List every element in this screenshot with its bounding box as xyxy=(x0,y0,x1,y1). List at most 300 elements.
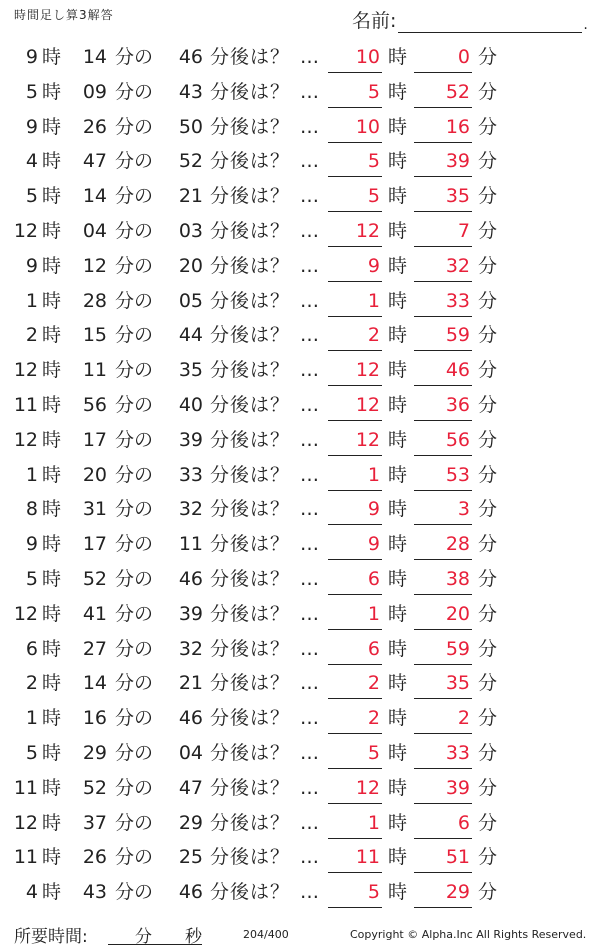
minute-of-label: 分の xyxy=(115,185,154,208)
answer-minute-label: 分 xyxy=(478,289,498,312)
problem-row xyxy=(0,492,600,527)
after-question-label: 分後は？ xyxy=(210,219,291,242)
problem-row xyxy=(0,771,600,806)
answer-hour-label: 時 xyxy=(388,463,408,486)
problem-row xyxy=(0,666,600,701)
hour-value: 5 xyxy=(25,567,38,590)
time-required-label: 所要時間: xyxy=(14,927,88,947)
minute-value: 14 xyxy=(82,672,107,695)
answer-minute[interactable]: 29 xyxy=(414,880,472,908)
add-minutes-value: 46 xyxy=(178,567,203,590)
answer-hour[interactable]: 5 xyxy=(328,149,382,177)
add-minutes-value: 11 xyxy=(178,533,203,556)
answer-hour[interactable]: 10 xyxy=(328,115,382,143)
after-question-label: 分後は？ xyxy=(210,359,291,382)
page-count: 204/400 xyxy=(243,928,289,941)
after-question-label: 分後は？ xyxy=(210,707,291,730)
hour-label: 時 xyxy=(42,185,62,208)
ellipsis: … xyxy=(300,707,319,730)
hour-label: 時 xyxy=(42,498,62,521)
hour-value: 1 xyxy=(25,289,38,312)
answer-minute[interactable]: 36 xyxy=(414,393,472,421)
minute-value: 20 xyxy=(82,463,107,486)
answer-hour-label: 時 xyxy=(388,707,408,730)
after-question-label: 分後は？ xyxy=(210,463,291,486)
after-question-label: 分後は？ xyxy=(210,324,291,347)
answer-minute-label: 分 xyxy=(478,672,498,695)
minute-of-label: 分の xyxy=(115,881,154,904)
add-minutes-value: 52 xyxy=(178,150,203,173)
ellipsis: … xyxy=(300,393,319,416)
hour-value: 9 xyxy=(25,533,38,556)
minute-value: 31 xyxy=(82,498,107,521)
after-question-label: 分後は？ xyxy=(210,498,291,521)
problem-row xyxy=(0,806,600,841)
hour-value: 2 xyxy=(25,324,38,347)
answer-hour[interactable]: 11 xyxy=(328,845,382,873)
problem-row xyxy=(0,318,600,353)
answer-minute-label: 分 xyxy=(478,46,498,68)
ellipsis: … xyxy=(300,150,319,173)
ellipsis: … xyxy=(300,498,319,521)
hour-label: 時 xyxy=(42,150,62,173)
add-minutes-value: 05 xyxy=(178,289,203,312)
answer-minute-label: 分 xyxy=(478,637,498,660)
add-minutes-value: 21 xyxy=(178,672,203,695)
minute-value: 28 xyxy=(82,289,107,312)
minute-of-label: 分の xyxy=(115,672,154,695)
after-question-label: 分後は？ xyxy=(210,776,291,799)
answer-minute[interactable]: 56 xyxy=(414,428,472,456)
minute-value: 43 xyxy=(82,881,107,904)
answer-hour-label: 時 xyxy=(388,46,408,68)
answer-minute[interactable]: 35 xyxy=(414,184,472,212)
minute-value: 56 xyxy=(82,393,107,416)
hour-value: 5 xyxy=(25,80,38,103)
minute-of-label: 分の xyxy=(115,741,154,764)
minute-value: 09 xyxy=(82,80,107,103)
add-minutes-value: 39 xyxy=(178,602,203,625)
minute-value: 26 xyxy=(82,115,107,138)
ellipsis: … xyxy=(300,881,319,904)
answer-hour-label: 時 xyxy=(388,602,408,625)
answer-minute[interactable]: 3 xyxy=(414,497,472,525)
add-minutes-value: 40 xyxy=(178,393,203,416)
ellipsis: … xyxy=(300,428,319,451)
answer-hour[interactable]: 2 xyxy=(328,706,382,734)
add-minutes-value: 39 xyxy=(178,428,203,451)
minute-value: 47 xyxy=(82,150,107,173)
after-question-label: 分後は？ xyxy=(210,254,291,277)
answer-minute[interactable]: 35 xyxy=(414,671,472,699)
hour-label: 時 xyxy=(42,533,62,556)
problem-row xyxy=(0,249,600,284)
time-second-field[interactable]: 秒 xyxy=(152,922,202,945)
minute-of-label: 分の xyxy=(115,533,154,556)
ellipsis: … xyxy=(300,324,319,347)
answer-hour[interactable]: 12 xyxy=(328,358,382,386)
answer-hour-label: 時 xyxy=(388,498,408,521)
hour-label: 時 xyxy=(42,811,62,834)
answer-hour-label: 時 xyxy=(388,672,408,695)
problem-row xyxy=(0,284,600,319)
problem-row xyxy=(0,40,600,75)
hour-label: 時 xyxy=(42,289,62,312)
answer-hour[interactable]: 6 xyxy=(328,637,382,665)
after-question-label: 分後は？ xyxy=(210,811,291,834)
ellipsis: … xyxy=(300,463,319,486)
answer-hour-label: 時 xyxy=(388,881,408,904)
hour-value: 12 xyxy=(13,359,38,382)
answer-minute-label: 分 xyxy=(478,393,498,416)
add-minutes-value: 21 xyxy=(178,185,203,208)
answer-hour[interactable]: 1 xyxy=(328,811,382,839)
minute-of-label: 分の xyxy=(115,707,154,730)
answer-hour[interactable]: 12 xyxy=(328,428,382,456)
hour-value: 8 xyxy=(25,498,38,521)
answer-minute[interactable]: 52 xyxy=(414,80,472,108)
hour-label: 時 xyxy=(42,637,62,660)
hour-label: 時 xyxy=(42,219,62,242)
minute-of-label: 分の xyxy=(115,463,154,486)
hour-label: 時 xyxy=(42,46,62,68)
answer-minute[interactable]: 20 xyxy=(414,602,472,630)
add-minutes-value: 25 xyxy=(178,846,203,869)
after-question-label: 分後は？ xyxy=(210,741,291,764)
hour-label: 時 xyxy=(42,567,62,590)
answer-hour[interactable]: 5 xyxy=(328,741,382,769)
problem-row xyxy=(0,110,600,145)
answer-minute-label: 分 xyxy=(478,881,498,904)
answer-minute[interactable]: 33 xyxy=(414,741,472,769)
answer-minute-label: 分 xyxy=(478,811,498,834)
hour-value: 11 xyxy=(13,393,38,416)
hour-label: 時 xyxy=(42,80,62,103)
hour-label: 時 xyxy=(42,428,62,451)
hour-value: 4 xyxy=(25,881,38,904)
answer-minute[interactable]: 38 xyxy=(414,567,472,595)
minute-value: 29 xyxy=(82,741,107,764)
problem-row xyxy=(0,840,600,875)
add-minutes-value: 47 xyxy=(178,776,203,799)
minute-of-label: 分の xyxy=(115,324,154,347)
answer-hour-label: 時 xyxy=(388,741,408,764)
problem-row xyxy=(0,458,600,493)
name-label: 名前: xyxy=(352,10,397,32)
answer-minute-label: 分 xyxy=(478,463,498,486)
ellipsis: … xyxy=(300,289,319,312)
answer-hour[interactable]: 1 xyxy=(328,289,382,317)
hour-label: 時 xyxy=(42,672,62,695)
minute-value: 52 xyxy=(82,567,107,590)
after-question-label: 分後は？ xyxy=(210,80,291,103)
after-question-label: 分後は？ xyxy=(210,533,291,556)
add-minutes-value: 46 xyxy=(178,881,203,904)
ellipsis: … xyxy=(300,602,319,625)
answer-minute-label: 分 xyxy=(478,741,498,764)
answer-minute-label: 分 xyxy=(478,428,498,451)
answer-minute[interactable]: 0 xyxy=(414,45,472,73)
answer-minute-label: 分 xyxy=(478,776,498,799)
after-question-label: 分後は？ xyxy=(210,46,291,68)
answer-hour[interactable]: 10 xyxy=(328,45,382,73)
answer-hour[interactable]: 12 xyxy=(328,393,382,421)
answer-hour-label: 時 xyxy=(388,359,408,382)
ellipsis: … xyxy=(300,672,319,695)
minute-value: 27 xyxy=(82,637,107,660)
answer-minute-label: 分 xyxy=(478,498,498,521)
answer-hour[interactable]: 5 xyxy=(328,80,382,108)
answer-hour-label: 時 xyxy=(388,393,408,416)
answer-minute-label: 分 xyxy=(478,219,498,242)
hour-value: 12 xyxy=(13,811,38,834)
hour-value: 11 xyxy=(13,846,38,869)
answer-minute[interactable]: 6 xyxy=(414,811,472,839)
answer-hour-label: 時 xyxy=(388,80,408,103)
minute-value: 11 xyxy=(82,359,107,382)
answer-minute-label: 分 xyxy=(478,533,498,556)
hour-label: 時 xyxy=(42,393,62,416)
minute-value: 17 xyxy=(82,533,107,556)
ellipsis: … xyxy=(300,46,319,68)
minute-value: 12 xyxy=(82,254,107,277)
hour-value: 12 xyxy=(13,428,38,451)
minute-of-label: 分の xyxy=(115,811,154,834)
after-question-label: 分後は？ xyxy=(210,846,291,869)
add-minutes-value: 35 xyxy=(178,359,203,382)
answer-minute-label: 分 xyxy=(478,359,498,382)
answer-hour-label: 時 xyxy=(388,219,408,242)
add-minutes-value: 20 xyxy=(178,254,203,277)
hour-label: 時 xyxy=(42,776,62,799)
minute-of-label: 分の xyxy=(115,776,154,799)
answer-minute-label: 分 xyxy=(478,150,498,173)
minute-of-label: 分の xyxy=(115,637,154,660)
answer-hour-label: 時 xyxy=(388,185,408,208)
answer-minute-label: 分 xyxy=(478,80,498,103)
hour-label: 時 xyxy=(42,846,62,869)
ellipsis: … xyxy=(300,741,319,764)
ellipsis: … xyxy=(300,811,319,834)
answer-hour[interactable]: 2 xyxy=(328,323,382,351)
answer-minute[interactable]: 59 xyxy=(414,637,472,665)
add-minutes-value: 33 xyxy=(178,463,203,486)
answer-hour-label: 時 xyxy=(388,637,408,660)
problem-row xyxy=(0,875,600,910)
minute-of-label: 分の xyxy=(115,498,154,521)
problem-row xyxy=(0,736,600,771)
answer-minute[interactable]: 39 xyxy=(414,149,472,177)
answer-minute-label: 分 xyxy=(478,602,498,625)
answer-hour[interactable]: 12 xyxy=(328,219,382,247)
answer-hour[interactable]: 9 xyxy=(328,497,382,525)
time-minute-field[interactable]: 分 xyxy=(108,922,152,945)
answer-hour-label: 時 xyxy=(388,289,408,312)
after-question-label: 分後は？ xyxy=(210,428,291,451)
add-minutes-value: 43 xyxy=(178,80,203,103)
minute-value: 37 xyxy=(82,811,107,834)
hour-value: 11 xyxy=(13,776,38,799)
answer-minute[interactable]: 51 xyxy=(414,845,472,873)
answer-minute[interactable]: 28 xyxy=(414,532,472,560)
add-minutes-value: 50 xyxy=(178,115,203,138)
minute-of-label: 分の xyxy=(115,567,154,590)
ellipsis: … xyxy=(300,637,319,660)
sheet-title: 時間足し算3解答 xyxy=(14,8,114,22)
ellipsis: … xyxy=(300,254,319,277)
answer-hour[interactable]: 5 xyxy=(328,880,382,908)
problem-row xyxy=(0,527,600,562)
minute-value: 17 xyxy=(82,428,107,451)
answer-minute-label: 分 xyxy=(478,846,498,869)
minute-value: 04 xyxy=(82,219,107,242)
after-question-label: 分後は？ xyxy=(210,602,291,625)
answer-hour-label: 時 xyxy=(388,428,408,451)
hour-value: 6 xyxy=(25,637,38,660)
hour-label: 時 xyxy=(42,707,62,730)
minute-of-label: 分の xyxy=(115,254,154,277)
hour-label: 時 xyxy=(42,115,62,138)
answer-hour-label: 時 xyxy=(388,115,408,138)
answer-minute[interactable]: 53 xyxy=(414,463,472,491)
ellipsis: … xyxy=(300,185,319,208)
hour-value: 9 xyxy=(25,115,38,138)
problem-row xyxy=(0,75,600,110)
answer-hour-label: 時 xyxy=(388,324,408,347)
ellipsis: … xyxy=(300,533,319,556)
add-minutes-value: 44 xyxy=(178,324,203,347)
minute-value: 14 xyxy=(82,46,107,68)
minute-value: 26 xyxy=(82,846,107,869)
add-minutes-value: 04 xyxy=(178,741,203,764)
minute-of-label: 分の xyxy=(115,602,154,625)
name-area xyxy=(352,6,588,33)
problem-list xyxy=(0,40,600,910)
minute-of-label: 分の xyxy=(115,359,154,382)
answer-hour-label: 時 xyxy=(388,846,408,869)
answer-hour[interactable]: 5 xyxy=(328,184,382,212)
add-minutes-value: 46 xyxy=(178,46,203,68)
after-question-label: 分後は？ xyxy=(210,115,291,138)
minute-of-label: 分の xyxy=(115,219,154,242)
hour-value: 2 xyxy=(25,672,38,695)
answer-minute[interactable]: 7 xyxy=(414,219,472,247)
after-question-label: 分後は？ xyxy=(210,150,291,173)
after-question-label: 分後は？ xyxy=(210,881,291,904)
hour-value: 5 xyxy=(25,185,38,208)
footer xyxy=(0,918,600,949)
hour-label: 時 xyxy=(42,881,62,904)
problem-row xyxy=(0,597,600,632)
problem-row xyxy=(0,179,600,214)
after-question-label: 分後は？ xyxy=(210,289,291,312)
add-minutes-value: 32 xyxy=(178,498,203,521)
answer-minute-label: 分 xyxy=(478,254,498,277)
answer-minute-label: 分 xyxy=(478,567,498,590)
answer-minute[interactable]: 2 xyxy=(414,706,472,734)
ellipsis: … xyxy=(300,219,319,242)
answer-hour[interactable]: 1 xyxy=(328,463,382,491)
ellipsis: … xyxy=(300,80,319,103)
hour-value: 5 xyxy=(25,741,38,764)
add-minutes-value: 03 xyxy=(178,219,203,242)
add-minutes-value: 32 xyxy=(178,637,203,660)
after-question-label: 分後は？ xyxy=(210,185,291,208)
answer-minute[interactable]: 59 xyxy=(414,323,472,351)
problem-row xyxy=(0,388,600,423)
minute-value: 14 xyxy=(82,185,107,208)
minute-of-label: 分の xyxy=(115,115,154,138)
copyright: Copyright © Alpha.Inc All Rights Reserved. xyxy=(350,928,587,941)
answer-hour[interactable]: 2 xyxy=(328,671,382,699)
minute-of-label: 分の xyxy=(115,846,154,869)
answer-hour-label: 時 xyxy=(388,150,408,173)
name-field-line[interactable] xyxy=(398,10,582,33)
answer-hour[interactable]: 9 xyxy=(328,254,382,282)
answer-minute-label: 分 xyxy=(478,115,498,138)
hour-label: 時 xyxy=(42,463,62,486)
hour-value: 1 xyxy=(25,463,38,486)
hour-label: 時 xyxy=(42,602,62,625)
ellipsis: … xyxy=(300,776,319,799)
minute-value: 41 xyxy=(82,602,107,625)
problem-row xyxy=(0,562,600,597)
answer-hour-label: 時 xyxy=(388,533,408,556)
hour-value: 1 xyxy=(25,707,38,730)
answer-minute-label: 分 xyxy=(478,185,498,208)
answer-minute[interactable]: 16 xyxy=(414,115,472,143)
answer-minute[interactable]: 39 xyxy=(414,776,472,804)
ellipsis: … xyxy=(300,115,319,138)
problem-row xyxy=(0,632,600,667)
answer-minute-label: 分 xyxy=(478,707,498,730)
answer-hour[interactable]: 6 xyxy=(328,567,382,595)
answer-hour[interactable]: 1 xyxy=(328,602,382,630)
answer-minute-label: 分 xyxy=(478,324,498,347)
answer-hour[interactable]: 12 xyxy=(328,776,382,804)
after-question-label: 分後は？ xyxy=(210,567,291,590)
hour-label: 時 xyxy=(42,741,62,764)
answer-minute[interactable]: 46 xyxy=(414,358,472,386)
answer-hour[interactable]: 9 xyxy=(328,532,382,560)
minute-value: 52 xyxy=(82,776,107,799)
answer-hour-label: 時 xyxy=(388,811,408,834)
hour-value: 9 xyxy=(25,254,38,277)
ellipsis: … xyxy=(300,567,319,590)
minute-of-label: 分の xyxy=(115,80,154,103)
minute-value: 16 xyxy=(82,707,107,730)
add-minutes-value: 46 xyxy=(178,707,203,730)
after-question-label: 分後は？ xyxy=(210,393,291,416)
problem-row xyxy=(0,214,600,249)
add-minutes-value: 29 xyxy=(178,811,203,834)
minute-of-label: 分の xyxy=(115,428,154,451)
hour-value: 12 xyxy=(13,219,38,242)
hour-value: 12 xyxy=(13,602,38,625)
after-question-label: 分後は？ xyxy=(210,672,291,695)
minute-value: 15 xyxy=(82,324,107,347)
answer-minute[interactable]: 32 xyxy=(414,254,472,282)
answer-hour-label: 時 xyxy=(388,254,408,277)
answer-hour-label: 時 xyxy=(388,567,408,590)
after-question-label: 分後は？ xyxy=(210,637,291,660)
ellipsis: … xyxy=(300,359,319,382)
answer-hour-label: 時 xyxy=(388,776,408,799)
minute-of-label: 分の xyxy=(115,46,154,68)
answer-minute[interactable]: 33 xyxy=(414,289,472,317)
minute-of-label: 分の xyxy=(115,289,154,312)
problem-row xyxy=(0,144,600,179)
